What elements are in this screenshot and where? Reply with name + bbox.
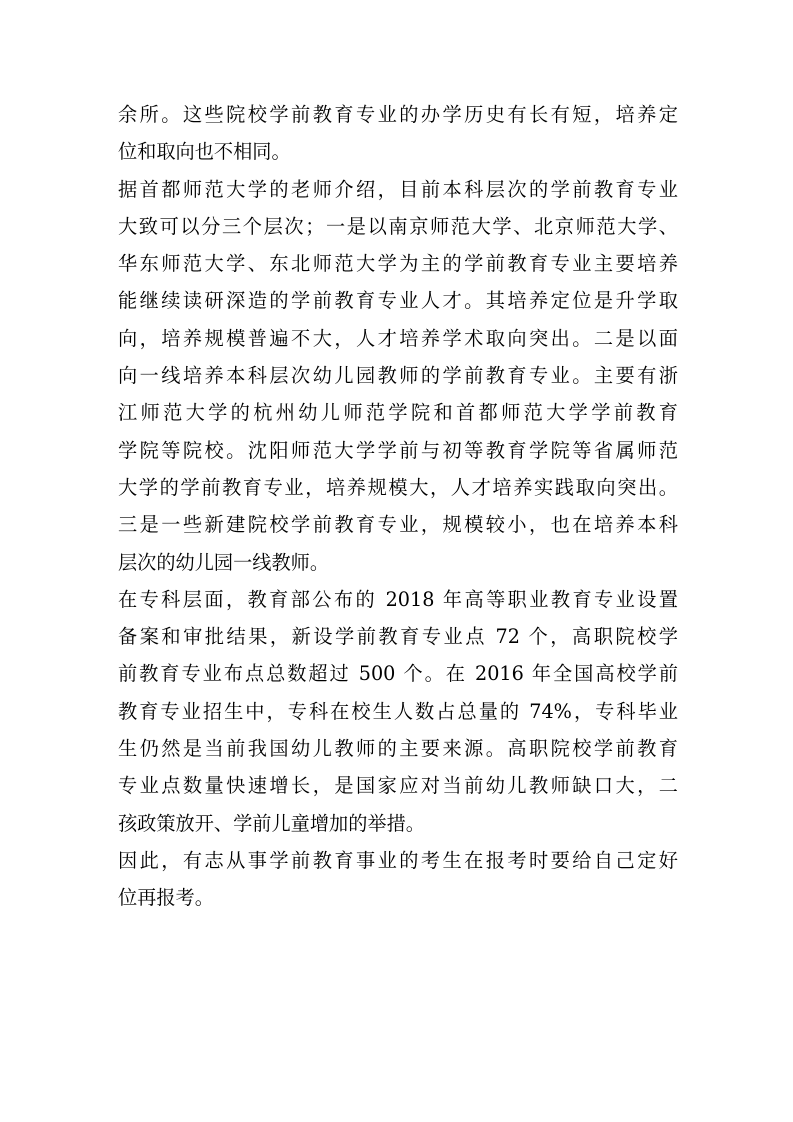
text-line: 孩政策放开、学前儿童增加的举措。 bbox=[118, 811, 425, 835]
text-line: 位和取向也不相同。 bbox=[118, 140, 291, 164]
paragraph-4 bbox=[118, 842, 678, 917]
text-line: 层次的幼儿园一线教师。 bbox=[118, 550, 330, 574]
text-line: 在专科层面，教育部公布的 2018 年高等职业教育专业设置 bbox=[118, 587, 678, 611]
text-line: 华东师范大学、东北师范大学为主的学前教育专业主要培养 bbox=[118, 252, 678, 276]
text-line: 向，培养规模普遍不大，人才培养学术取向突出。二是以面 bbox=[118, 326, 678, 350]
text-line: 大学的学前教育专业，培养规模大，人才培养实践取向突出。 bbox=[118, 475, 678, 499]
text-line: 专业点数量快速增长，是国家应对当前幼儿教师缺口大，二 bbox=[118, 774, 678, 798]
paragraph-3 bbox=[118, 581, 678, 842]
text-line: 能继续读研深造的学前教育专业人才。其培养定位是升学取 bbox=[118, 289, 678, 313]
text-line: 生仍然是当前我国幼儿教师的主要来源。高职院校学前教育 bbox=[118, 737, 678, 761]
text-line: 江师范大学的杭州幼儿师范学院和首都师范大学学前教育 bbox=[118, 401, 678, 425]
text-line: 前教育专业布点总数超过 500 个。在 2016 年全国高校学前 bbox=[118, 662, 678, 686]
text-line: 向一线培养本科层次幼儿园教师的学前教育专业。主要有浙 bbox=[118, 364, 678, 388]
text-line: 三是一些新建院校学前教育专业，规模较小，也在培养本科 bbox=[118, 513, 678, 537]
document-body bbox=[118, 96, 678, 917]
text-line: 教育专业招生中，专科在校生人数占总量的 74%，专科毕业 bbox=[118, 699, 678, 723]
text-line: 余所。这些院校学前教育专业的办学历史有长有短，培养定 bbox=[118, 103, 678, 126]
paragraph-1 bbox=[118, 96, 678, 171]
paragraph-2 bbox=[118, 171, 678, 581]
text-line: 据首都师范大学的老师介绍，目前本科层次的学前教育专业 bbox=[118, 177, 678, 201]
text-line: 大致可以分三个层次；一是以南京师范大学、北京师范大学、 bbox=[118, 214, 678, 238]
text-line: 备案和审批结果，新设学前教育专业点 72 个，高职院校学 bbox=[118, 625, 678, 649]
text-line: 因此，有志从事学前教育事业的考生在报考时要给自己定好 bbox=[118, 848, 678, 872]
text-line: 位再报考。 bbox=[118, 886, 214, 910]
text-line: 学院等院校。沈阳师范大学学前与初等教育学院等省属师范 bbox=[118, 438, 678, 462]
